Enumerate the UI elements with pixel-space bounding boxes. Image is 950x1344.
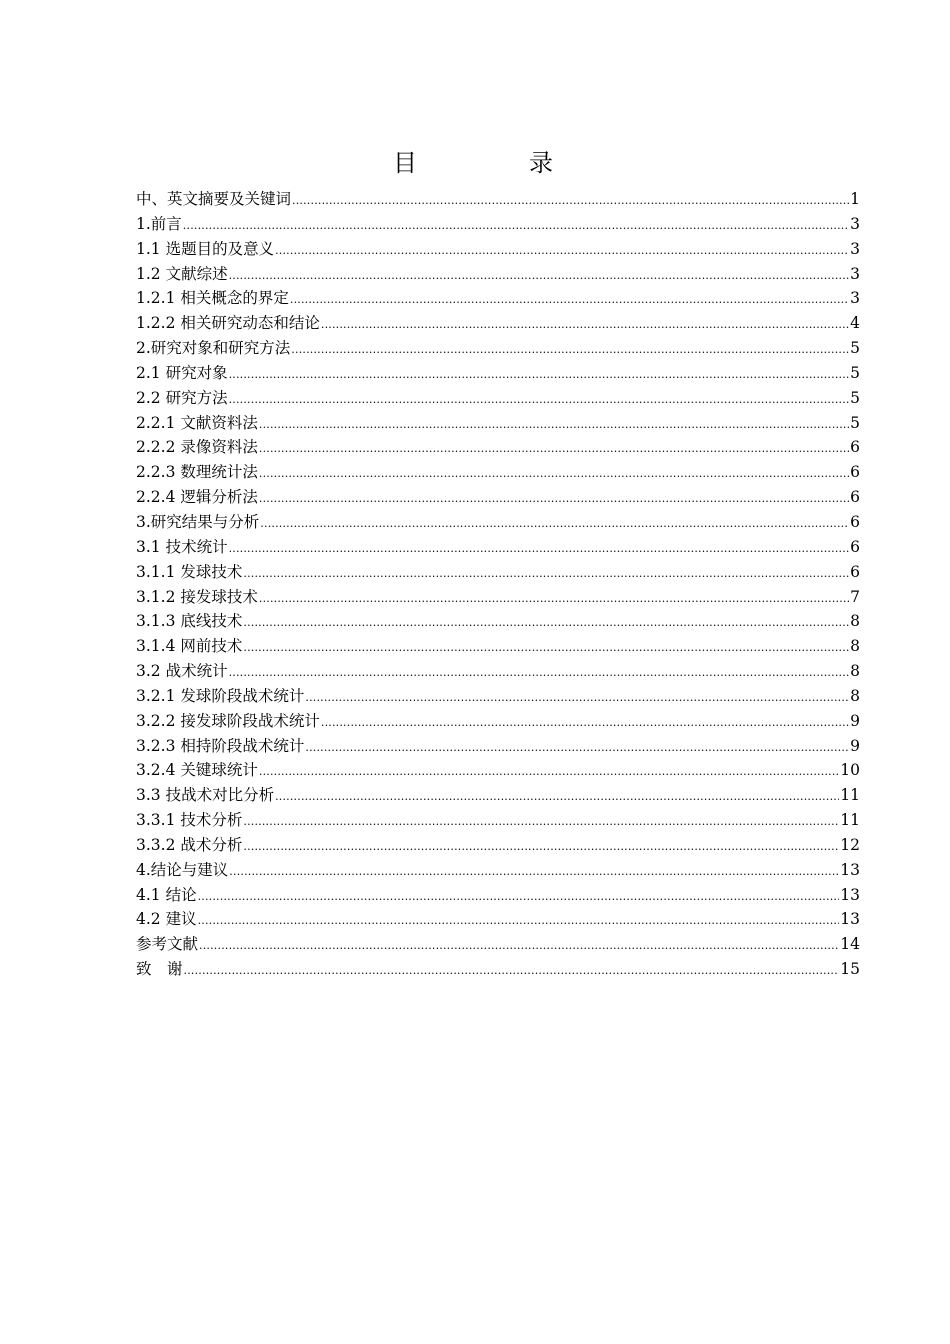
toc-entry-label: 2.2 研究方法 bbox=[136, 388, 228, 407]
toc-entry[interactable] bbox=[136, 734, 860, 759]
toc-dot-leader bbox=[229, 860, 839, 885]
toc-entry-label: 1.2 文献综述 bbox=[136, 264, 228, 283]
toc-entry-label: 3.1.2 接发球技术 bbox=[136, 587, 258, 606]
toc-entry-label: 3.3 技战术对比分析 bbox=[136, 786, 275, 805]
toc-entry[interactable] bbox=[136, 585, 860, 610]
toc-entry[interactable] bbox=[136, 311, 860, 336]
toc-entry[interactable] bbox=[136, 237, 860, 262]
toc-title: 目 录 bbox=[393, 149, 597, 177]
toc-entry-page-number: 13 bbox=[840, 910, 860, 929]
toc-entry[interactable] bbox=[136, 386, 860, 411]
toc-entry-label: 3.1.1 发球技术 bbox=[136, 562, 243, 581]
toc-entry-page-number: 5 bbox=[850, 339, 860, 358]
toc-entry[interactable] bbox=[136, 783, 860, 808]
toc-entry-page-number: 11 bbox=[840, 811, 860, 830]
toc-entry[interactable] bbox=[136, 411, 860, 436]
toc-entry[interactable] bbox=[136, 286, 860, 311]
toc-entry-page-number: 3 bbox=[850, 214, 860, 233]
toc-entry-page-number: 6 bbox=[850, 537, 860, 556]
toc-entry-page-number: 13 bbox=[840, 860, 860, 879]
toc-entry-page-number: 15 bbox=[840, 960, 860, 979]
toc-dot-leader bbox=[243, 611, 849, 636]
toc-dot-leader bbox=[199, 934, 839, 959]
toc-entry-label: 3.1 技术统计 bbox=[136, 537, 228, 556]
toc-entry-label: 1.前言 bbox=[136, 214, 182, 233]
toc-entry[interactable] bbox=[136, 634, 860, 659]
toc-entry-page-number: 1 bbox=[850, 190, 860, 208]
toc-dot-leader bbox=[305, 686, 849, 711]
toc-entry[interactable] bbox=[136, 460, 860, 485]
toc-entry-page-number: 14 bbox=[840, 935, 860, 954]
toc-entry-page-number: 8 bbox=[850, 662, 860, 681]
toc-entry[interactable] bbox=[136, 883, 860, 908]
toc-dot-leader bbox=[198, 885, 840, 910]
toc-entry-page-number: 6 bbox=[850, 512, 860, 531]
toc-entry-page-number: 10 bbox=[840, 761, 860, 780]
toc-dot-leader bbox=[259, 587, 849, 612]
toc-entry[interactable] bbox=[136, 833, 860, 858]
toc-entry[interactable] bbox=[136, 858, 860, 883]
toc-entry-page-number: 5 bbox=[850, 388, 860, 407]
toc-dot-leader bbox=[292, 189, 849, 214]
toc-dot-leader bbox=[198, 909, 840, 934]
toc-dot-leader bbox=[183, 214, 849, 239]
toc-dot-leader bbox=[305, 736, 849, 761]
toc-entry-label: 2.2.3 数理统计法 bbox=[136, 463, 258, 482]
toc-entry-label: 2.2.4 逻辑分析法 bbox=[136, 488, 258, 507]
toc-entry-page-number: 8 bbox=[850, 612, 860, 631]
toc-dot-leader bbox=[243, 810, 839, 835]
toc-entry-label: 3.2.2 接发球阶段战术统计 bbox=[136, 711, 320, 730]
toc-entry-page-number: 3 bbox=[850, 264, 860, 283]
toc-dot-leader bbox=[321, 313, 849, 338]
toc-dot-leader bbox=[291, 338, 849, 363]
toc-entry-label: 4.结论与建议 bbox=[136, 860, 229, 879]
toc-entry-label: 3.3.1 技术分析 bbox=[136, 811, 243, 830]
toc-entry[interactable] bbox=[136, 510, 860, 535]
toc-list bbox=[136, 187, 860, 982]
toc-dot-leader bbox=[229, 264, 850, 289]
toc-dot-leader bbox=[229, 363, 850, 388]
toc-entry-label: 3.3.2 战术分析 bbox=[136, 835, 243, 854]
toc-entry[interactable] bbox=[136, 336, 860, 361]
toc-entry-page-number: 5 bbox=[850, 363, 860, 382]
toc-dot-leader bbox=[229, 661, 850, 686]
toc-entry[interactable] bbox=[136, 907, 860, 932]
toc-entry-page-number: 8 bbox=[850, 637, 860, 656]
toc-dot-leader bbox=[243, 835, 839, 860]
toc-dot-leader bbox=[259, 413, 849, 438]
toc-entry-label: 2.2.1 文献资料法 bbox=[136, 413, 258, 432]
toc-entry[interactable] bbox=[136, 212, 860, 237]
toc-entry-page-number: 9 bbox=[850, 736, 860, 755]
toc-entry-label: 1.2.1 相关概念的界定 bbox=[136, 289, 289, 308]
toc-entry-label: 3.2.4 关键球统计 bbox=[136, 761, 258, 780]
toc-entry-page-number: 13 bbox=[840, 885, 860, 904]
toc-entry[interactable] bbox=[136, 609, 860, 634]
toc-dot-leader bbox=[243, 636, 849, 661]
toc-entry[interactable] bbox=[136, 535, 860, 560]
toc-entry[interactable] bbox=[136, 485, 860, 510]
toc-entry[interactable] bbox=[136, 361, 860, 386]
toc-entry-page-number: 3 bbox=[850, 289, 860, 308]
toc-dot-leader bbox=[290, 288, 849, 313]
toc-entry-page-number: 5 bbox=[850, 413, 860, 432]
toc-entry-label: 3.2 战术统计 bbox=[136, 662, 228, 681]
toc-dot-leader bbox=[184, 959, 840, 984]
toc-entry[interactable] bbox=[136, 684, 860, 709]
toc-dot-leader bbox=[259, 462, 849, 487]
toc-dot-leader bbox=[229, 388, 850, 413]
toc-dot-leader bbox=[243, 562, 849, 587]
toc-dot-leader bbox=[259, 487, 849, 512]
toc-dot-leader bbox=[229, 537, 850, 562]
toc-entry-page-number: 9 bbox=[850, 711, 860, 730]
toc-entry-page-number: 6 bbox=[850, 463, 860, 482]
toc-entry-page-number: 12 bbox=[840, 835, 860, 854]
toc-entry[interactable] bbox=[136, 709, 860, 734]
toc-dot-leader bbox=[260, 512, 849, 537]
toc-entry[interactable] bbox=[136, 435, 860, 460]
toc-entry-label: 2.2.2 录像资料法 bbox=[136, 438, 258, 457]
toc-entry-label: 2.1 研究对象 bbox=[136, 363, 228, 382]
toc-entry-label: 参考文献 bbox=[136, 935, 199, 954]
toc-dot-leader bbox=[259, 437, 849, 462]
toc-entry-label: 1.2.2 相关研究动态和结论 bbox=[136, 314, 320, 333]
toc-dot-leader bbox=[275, 239, 849, 264]
toc-entry-page-number: 8 bbox=[850, 686, 860, 705]
toc-entry[interactable] bbox=[136, 932, 860, 957]
toc-entry[interactable] bbox=[136, 758, 860, 783]
toc-entry-label: 3.1.3 底线技术 bbox=[136, 612, 243, 631]
toc-entry-label: 致 谢 bbox=[136, 960, 183, 979]
toc-entry-page-number: 7 bbox=[850, 587, 860, 606]
toc-entry-label: 2.研究对象和研究方法 bbox=[136, 339, 291, 358]
toc-entry[interactable] bbox=[136, 808, 860, 833]
toc-entry-page-number: 4 bbox=[850, 314, 860, 333]
toc-entry-page-number: 3 bbox=[850, 239, 860, 258]
toc-entry-label: 1.1 选题目的及意义 bbox=[136, 239, 275, 258]
toc-entry-label: 中、英文摘要及关键词 bbox=[136, 190, 292, 208]
toc-entry-label: 3.2.3 相持阶段战术统计 bbox=[136, 736, 305, 755]
toc-dot-leader bbox=[259, 760, 839, 785]
toc-entry[interactable] bbox=[136, 187, 860, 212]
toc-dot-leader bbox=[321, 711, 849, 736]
toc-entry-page-number: 6 bbox=[850, 562, 860, 581]
toc-entry[interactable] bbox=[136, 659, 860, 684]
toc-entry[interactable] bbox=[136, 262, 860, 287]
toc-entry-label: 4.1 结论 bbox=[136, 885, 197, 904]
toc-entry-label: 3.研究结果与分析 bbox=[136, 512, 260, 531]
toc-entry[interactable] bbox=[136, 957, 860, 982]
toc-entry-label: 4.2 建议 bbox=[136, 910, 197, 929]
toc-entry-page-number: 6 bbox=[850, 488, 860, 507]
toc-entry-label: 3.1.4 网前技术 bbox=[136, 637, 243, 656]
toc-entry-page-number: 11 bbox=[840, 786, 860, 805]
toc-entry-page-number: 6 bbox=[850, 438, 860, 457]
toc-dot-leader bbox=[275, 785, 839, 810]
toc-entry[interactable] bbox=[136, 560, 860, 585]
toc-entry-label: 3.2.1 发球阶段战术统计 bbox=[136, 686, 305, 705]
